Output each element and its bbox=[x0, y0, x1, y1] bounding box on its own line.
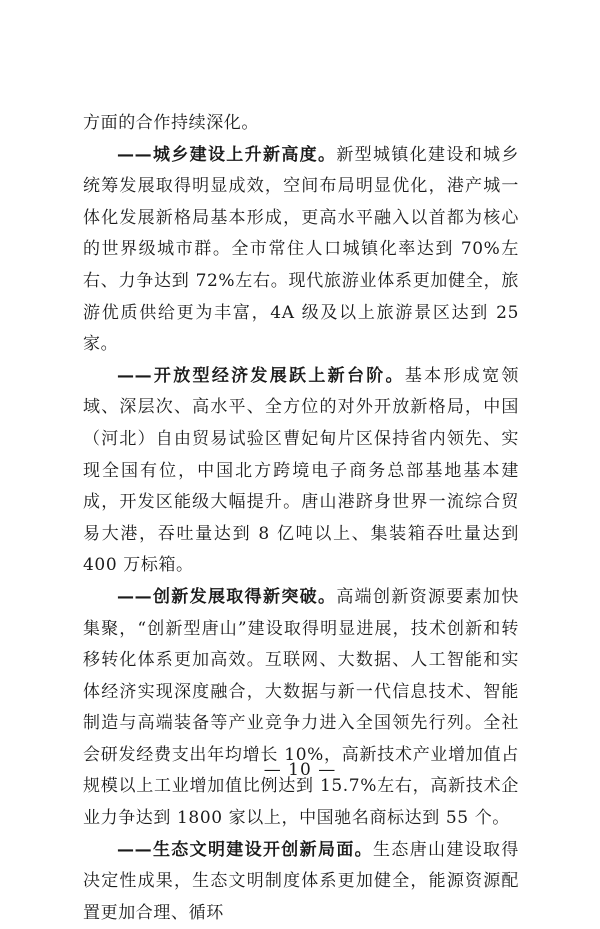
section-body: 新型城镇化建设和城乡统筹发展取得明显成效，空间布局明显优化，港产城一体化发展新格局基本形成，更高水平融入以首都为核心的世界级城市群。全市常住人口城镇化率达到 70%左右、力争达到 72%左右。现代旅游业体系更加健全，旅游优质供给更为丰富，4A 级及以上旅游景区达到 25 家。 bbox=[83, 144, 520, 355]
page-number: — 10 — bbox=[263, 760, 337, 780]
section-body: 生态唐山建设取得决定性成果，生态文明制度体系更加健全，能源资源配置更加合理、循环 bbox=[83, 839, 519, 923]
section-urban-rural bbox=[83, 140, 519, 361]
section-open-economy bbox=[83, 361, 519, 582]
document-page bbox=[83, 108, 519, 929]
section-heading: ——创新发展取得新突破。 bbox=[117, 586, 337, 607]
section-ecology bbox=[83, 835, 519, 929]
section-heading: ——开放型经济发展跃上新台阶。 bbox=[117, 365, 405, 386]
section-heading: ——生态文明建设开创新局面。 bbox=[117, 839, 374, 860]
section-body: 基本形成宽领域、深层次、高水平、全方位的对外开放新格局，中国（河北）自由贸易试验区曹妃甸片区保持省内领先、实现全国有位，中国北方跨境电子商务总部基地基本建成，开发区能级大幅提升。唐山港跻身世界一流综合贸易大港，吞吐量达到 8 亿吨以上、集装箱吞吐量达到 400 万标箱。 bbox=[83, 365, 519, 576]
section-heading: ——城乡建设上升新高度。 bbox=[117, 144, 337, 165]
section-innovation bbox=[83, 582, 519, 835]
continuation-paragraph: 方面的合作持续深化。 bbox=[83, 113, 259, 133]
section-body: 高端创新资源要素加快集聚，“创新型唐山”建设取得明显进展，技术创新和转移转化体系更加高效。互联网、大数据、人工智能和实体经济实现深度融合，大数据与新一代信息技术、智能制造与高端装备等产业竞争力进入全国领先行列。全社会研发经费支出年均增长 10%，高新技术产业增加值占规模以上工业增加值比例达到 15.7%左右，高新技术企业力争达到 1800 家以上，中国驰名商标达到 55 个。 bbox=[83, 586, 520, 829]
